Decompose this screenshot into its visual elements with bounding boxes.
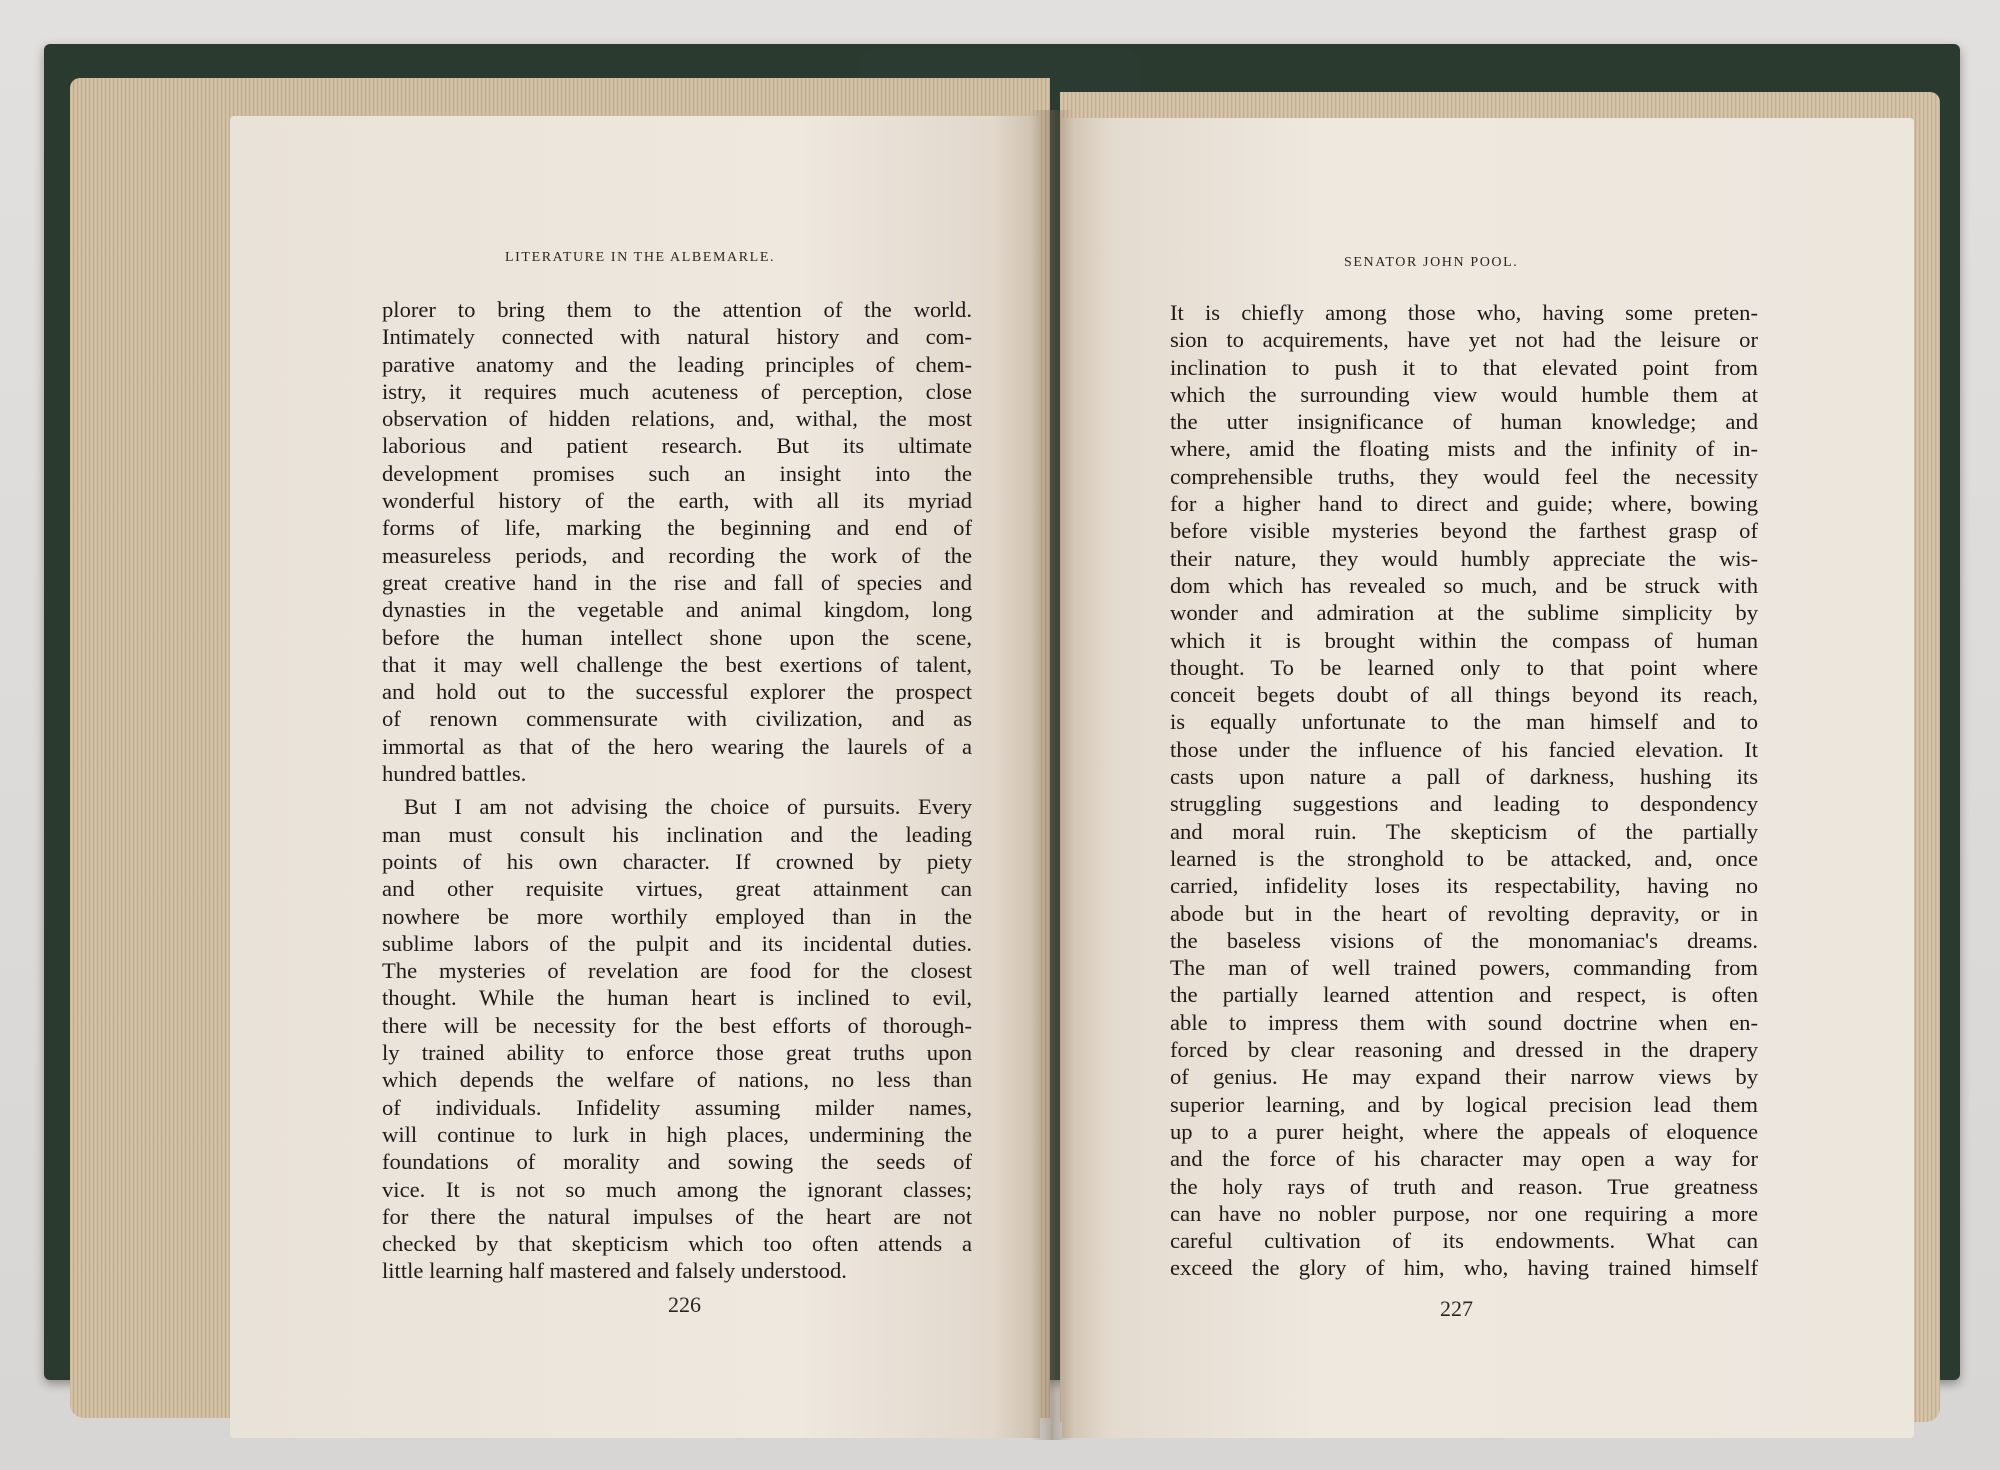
text-line: and the force of his character may open a way for [1170, 1146, 1758, 1172]
text-line: of renown commensurate with civilization, and as [382, 706, 972, 732]
text-line: It is chiefly among those who, having some preten- [1170, 300, 1758, 325]
text-line: of individuals. Infidelity assuming milder names, [382, 1094, 972, 1120]
text-line: will continue to lurk in high places, undermining the [382, 1121, 972, 1147]
text-line: thought. While the human heart is inclined to evil, [382, 985, 972, 1011]
text-line: carried, infidelity loses its respectability, having no [1170, 873, 1758, 899]
text-line: the holy rays of truth and reason. True greatness [1170, 1173, 1758, 1199]
left-page-text [382, 296, 972, 1285]
text-line: for there the natural impulses of the heart are not [382, 1203, 972, 1229]
text-line: The man of well trained powers, commanding from [1170, 955, 1758, 981]
left-page-number: 226 [668, 1292, 701, 1317]
text-line: careful cultivation of its endowments. What can [1170, 1228, 1758, 1254]
text-line: development promises such an insight into the [382, 460, 972, 486]
book-gutter [1030, 110, 1074, 1440]
text-line: wonderful history of the earth, with all its myriad [382, 488, 972, 514]
text-line: the baseless visions of the monomaniac's dreams. [1170, 927, 1758, 953]
text-line: abode but in the heart of revolting depravity, or in [1170, 900, 1758, 926]
text-line: immortal as that of the hero wearing the laurels of a [382, 733, 972, 759]
text-line: sublime labors of the pulpit and its incidental duties. [382, 930, 972, 956]
text-line: checked by that skepticism which too often attends a [382, 1231, 972, 1257]
text-line: ly trained ability to enforce those great truths upon [382, 1040, 972, 1066]
text-line: that it may well challenge the best exertions of talent, [382, 651, 972, 677]
text-line: those under the influence of his fancied elevation. It [1170, 736, 1758, 762]
text-line: parative anatomy and the leading principles of chem- [382, 351, 972, 377]
text-line: and other requisite virtues, great attainment can [382, 876, 972, 902]
right-running-head: SENATOR JOHN POOL. [1344, 255, 1519, 270]
text-line: dom which has revealed so much, and be struck with [1170, 572, 1758, 598]
text-line: thought. To be learned only to that point where [1170, 654, 1758, 680]
text-line: forms of life, marking the beginning and end of [382, 515, 972, 541]
text-line: where, amid the floating mists and the infinity of in- [1170, 436, 1758, 462]
text-line: their nature, they would humbly appreciate the wis- [1170, 545, 1758, 571]
text-line: before visible mysteries beyond the farthest grasp of [1170, 518, 1758, 544]
text-line: of genius. He may expand their narrow views by [1170, 1064, 1758, 1090]
text-line: nowhere be more worthily employed than in the [382, 903, 972, 929]
text-line: observation of hidden relations, and, withal, the most [382, 406, 972, 432]
text-line: plorer to bring them to the attention of the world. [382, 297, 972, 322]
left-running-head: LITERATURE IN THE ALBEMARLE. [505, 250, 776, 265]
text-line: But I am not advising the choice of pursuits. Every [404, 794, 972, 820]
text-line: is equally unfortunate to the man himself and to [1170, 709, 1758, 735]
text-line: istry, it requires much acuteness of perception, close [382, 378, 972, 404]
text-line: able to impress them with sound doctrine when en- [1170, 1009, 1758, 1035]
text-line: great creative hand in the rise and fall of species and [382, 569, 972, 595]
text-line: can have no nobler purpose, nor one requiring a more [1170, 1200, 1758, 1226]
text-line: Intimately connected with natural history and com- [382, 324, 972, 350]
text-line: learned is the stronghold to be attacked, and, once [1170, 845, 1758, 871]
text-line: and hold out to the successful explorer the prospect [382, 679, 972, 705]
text-line: measureless periods, and recording the work of the [382, 542, 972, 568]
text-line: the partially learned attention and respect, is often [1170, 982, 1758, 1008]
text-line: which it is brought within the compass of human [1170, 627, 1758, 653]
text-line: which depends the welfare of nations, no less than [382, 1067, 972, 1093]
text-line: which the surrounding view would humble them at [1170, 381, 1758, 407]
text-line: there will be necessity for the best efforts of thorough- [382, 1012, 972, 1038]
text-line: superior learning, and by logical precision lead them [1170, 1091, 1758, 1117]
text-line: conceit begets doubt of all things beyond its reach, [1170, 682, 1758, 708]
text-line: the utter insignificance of human knowledge; and [1170, 409, 1758, 435]
right-page-number: 227 [1440, 1296, 1473, 1321]
text-line: up to a purer height, where the appeals of eloquence [1170, 1118, 1758, 1144]
text-line: exceed the glory of him, who, having trained himself [1170, 1255, 1758, 1281]
text-line: and moral ruin. The skepticism of the partially [1170, 818, 1758, 844]
text-line: laborious and patient research. But its ultimate [382, 433, 972, 459]
text-line: wonder and admiration at the sublime simplicity by [1170, 600, 1758, 626]
text-line: sion to acquirements, have yet not had the leisure or [1170, 327, 1758, 353]
right-page-text [1170, 299, 1758, 1282]
text-line: before the human intellect shone upon the scene, [382, 624, 972, 650]
text-line: for a higher hand to direct and guide; where, bowing [1170, 491, 1758, 517]
text-line: man must consult his inclination and the leading [382, 821, 972, 847]
text-line: foundations of morality and sowing the seeds of [382, 1149, 972, 1175]
text-line: The mysteries of revelation are food for the closest [382, 958, 972, 984]
text-line: vice. It is not so much among the ignorant classes; [382, 1176, 972, 1202]
text-line: inclination to push it to that elevated point from [1170, 354, 1758, 380]
text-line: casts upon nature a pall of darkness, hushing its [1170, 764, 1758, 790]
text-line: dynasties in the vegetable and animal kingdom, long [382, 597, 972, 623]
text-line: struggling suggestions and leading to despondency [1170, 791, 1758, 817]
text-line: hundred battles. [382, 761, 527, 787]
text-line: comprehensible truths, they would feel the necessity [1170, 463, 1758, 489]
text-line: forced by clear reasoning and dressed in the drapery [1170, 1037, 1758, 1063]
text-line: little learning half mastered and falsely understood. [382, 1258, 847, 1284]
text-line: points of his own character. If crowned by piety [382, 848, 972, 874]
